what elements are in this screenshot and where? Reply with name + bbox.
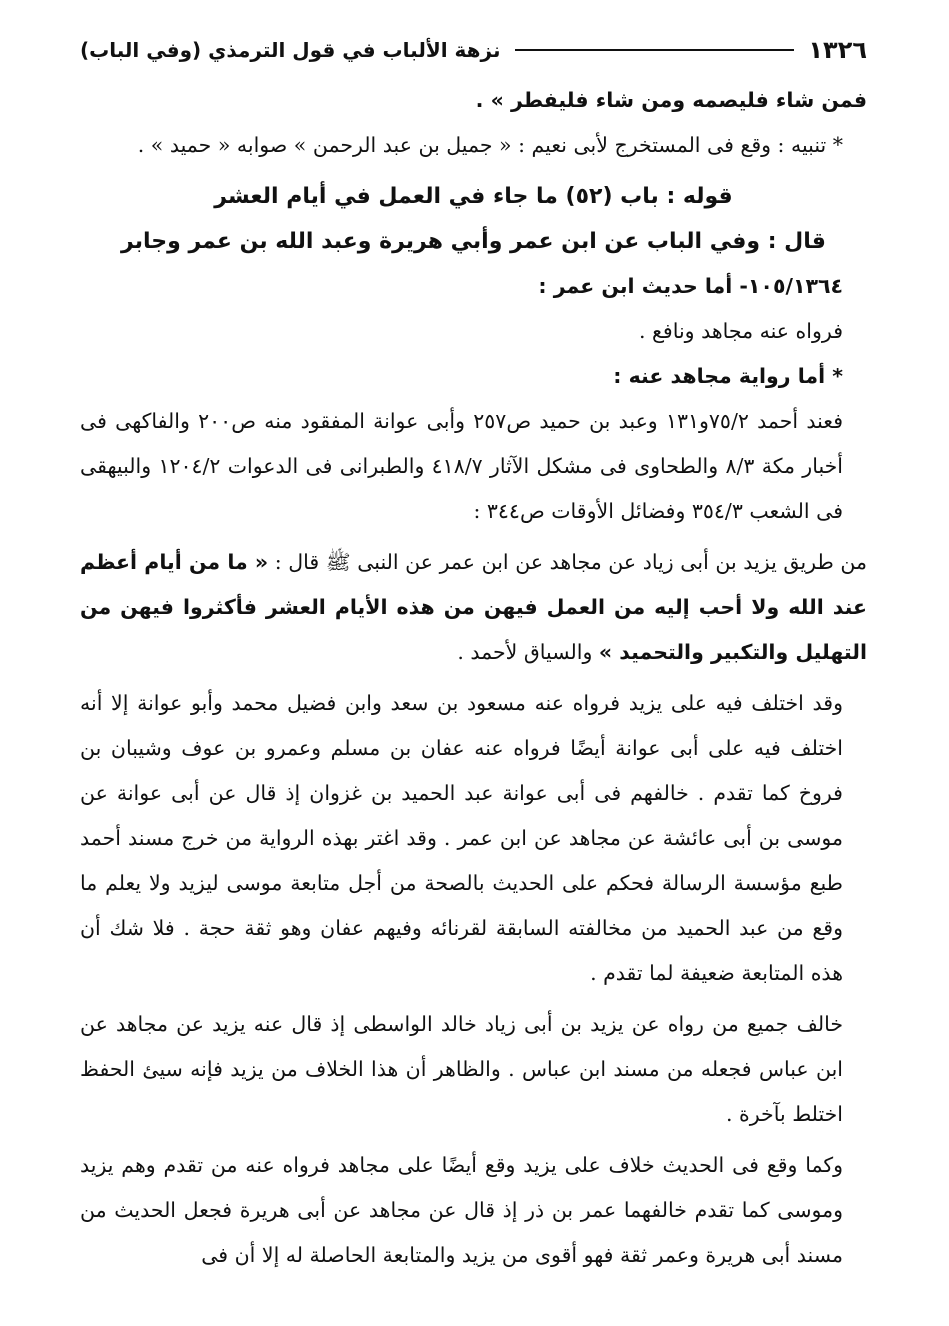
- section-heading: * أما رواية مجاهد عنه :: [613, 364, 843, 388]
- chapter-heading: قوله : باب (٥٢) ما جاء في العمل في أيام العشر: [214, 184, 733, 209]
- hadith-matn: « ما من أيام أعظم عند الله ولا أحب إليه من العمل فيهن من هذه الأيام العشر فأكثروا فيهن من التهليل والتكبير والتحميد »: [80, 550, 867, 664]
- paragraph-continuation: فمن شاء فليصمه ومن شاء فليفطر » .: [475, 88, 867, 112]
- page-body: [80, 78, 867, 1278]
- discussion-paragraph-2: خالف جميع من رواه عن يزيد بن أبى زياد خالد الواسطى إذ قال عنه يزيد عن مجاهد عن ابن عباس فجعله من مسند ابن عباس . والظاهر أن هذا الخلاف من يزيد فإنه سيئ الحفظ اختلط بآخرة .: [80, 1012, 843, 1126]
- discussion-paragraph-1: وقد اختلف فيه على يزيد فرواه عنه مسعود بن سعد وابن فضيل محمد وأبو عوانة إلا أنه اختلف فيه على أبى عوانة أيضًا فرواه عنه عفان بن مسلم وعمرو بن عوف وشيبان بن فروخ كما تقدم . خالفهم فى أبى عوانة عبد الحميد بن غزوان إذ قال عن أبى عوانة عن موسى بن أبى عائشة عن مجاهد عن ابن عمر . وقد اغتر بهذه الرواية من خرج مسند أحمد طبع مؤسسة الرسالة فحكم على الحديث بالصحة من أجل متابعة موسى ليزيد ولا يعلم ما وقع من عبد الحميد من مخالفته السابقة لقرنائه وفيهم عفان وهو ثقة حجة . فلا شك أن هذه المتابعة ضعيفة لما تقدم .: [80, 691, 843, 985]
- page-header: [80, 32, 867, 68]
- hadith-source-note: والسياق لأحمد .: [457, 640, 599, 664]
- hadith-text-paragraph: [80, 540, 867, 675]
- hadith-number-heading: ١٠٥/١٣٦٤- أما حديث ابن عمر :: [538, 274, 843, 298]
- running-title: نزهة الألباب في قول الترمذي (وفي الباب): [80, 38, 501, 62]
- header-rule: [515, 49, 795, 51]
- sources-paragraph: فعند أحمد ٧٥/٢و١٣١ وعبد بن حميد ص٢٥٧ وأبى عوانة المفقود منه ص٢٠٠ والفاكهى فى أخبار مكة ٨/٣ والطحاوى فى مشكل الآثار ٤١٨/٧ والطبرانى فى الدعوات ١٢٠٤/٢ والبيهقى فى الشعب ٣٥٤/٣ وفضائل الأوقات ص٣٤٤ :: [80, 409, 844, 523]
- note-paragraph: * تنبيه : وقع فى المستخرج لأبى نعيم : « جميل بن عبد الرحمن » صوابه « حميد » .: [137, 133, 843, 157]
- page-number: ١٣٢٦: [808, 36, 867, 64]
- discussion-paragraph-3: وكما وقع فى الحديث خلاف على يزيد وقع أيضًا على مجاهد فرواه عنه من تقدم وهم يزيد وموسى كما تقدم خالفهما عمر بن ذر إذ قال عن مجاهد عن أبى هريرة فجعل الحديث من مسند أبى هريرة وعمر ثقة فهو أقوى من يزيد والمتابعة الحاصلة له إلا أن فى: [80, 1153, 843, 1267]
- narrators-line: فرواه عنه مجاهد ونافع .: [638, 319, 843, 343]
- chapter-subheading: قال : وفي الباب عن ابن عمر وأبي هريرة وعبد الله بن عمر وجابر: [121, 229, 826, 254]
- chain-text: من طريق يزيد بن أبى زياد عن مجاهد عن ابن عمر عن النبى ﷺ قال :: [274, 550, 867, 574]
